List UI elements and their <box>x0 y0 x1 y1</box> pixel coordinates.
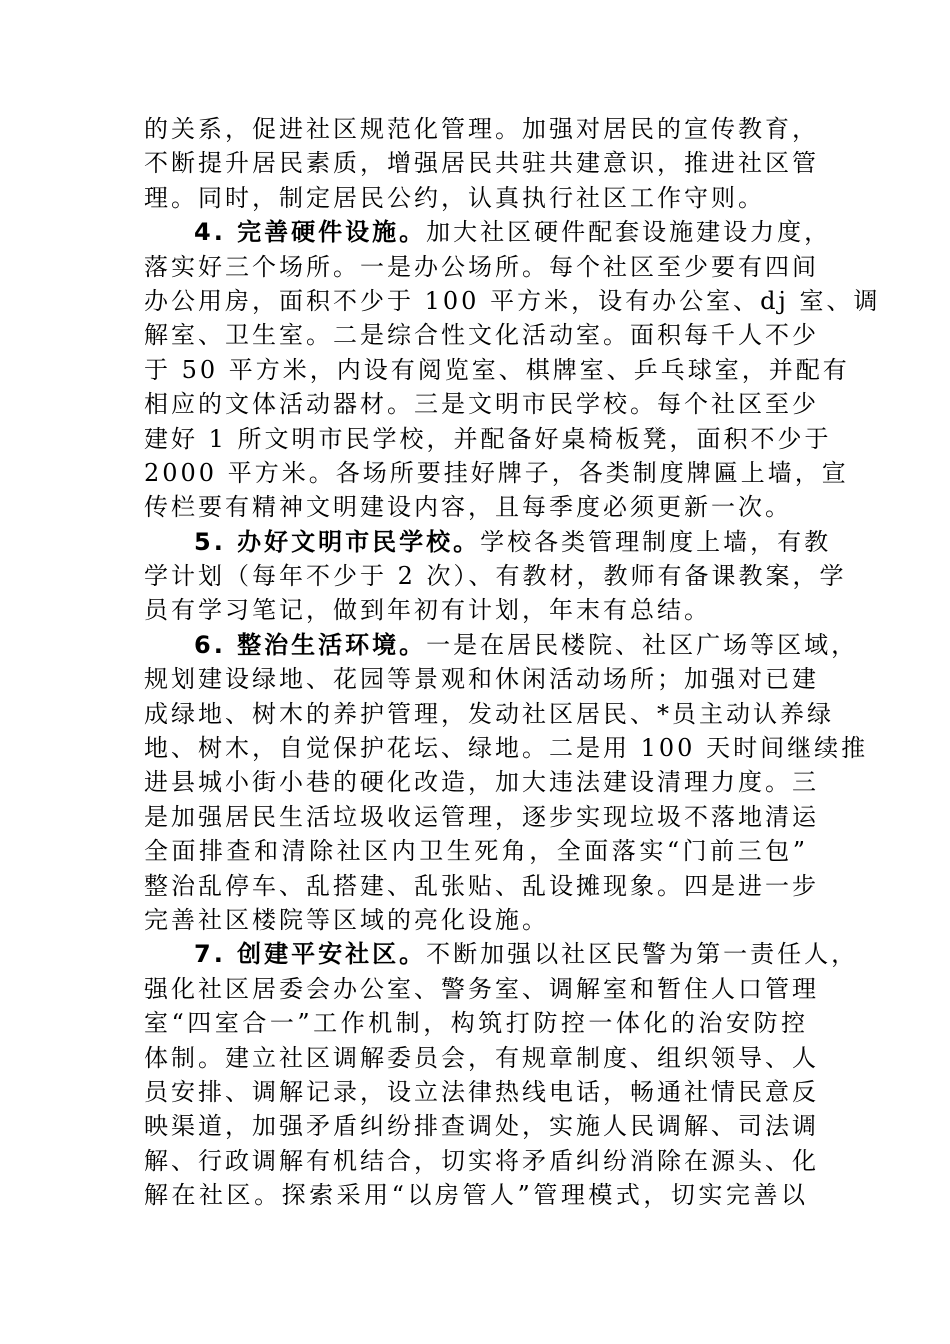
text-line: 是加强居民生活垃圾收运管理，逐步实现垃圾不落地清运 <box>144 802 819 831</box>
text-line: 体制。建立社区调解委员会，有规章制度、组织领导、人 <box>144 1043 819 1072</box>
text-line: 办公用房，面积不少于 100 平方米，设有办公室、dj 室、调 <box>144 286 881 315</box>
paragraph <box>144 937 859 1212</box>
section-heading: 6. 整治生活环境。 <box>194 630 427 659</box>
section-heading: 4. 完善硬件设施。 <box>194 218 427 247</box>
paragraph <box>144 112 819 215</box>
text-line: 落实好三个场所。一是办公场所。每个社区至少要有四间 <box>144 252 819 281</box>
text-line <box>144 215 832 249</box>
text-run: 学校各类管理制度上墙，有教 <box>480 527 832 556</box>
paragraph <box>144 628 869 938</box>
text-line: 相应的文体活动器材。三是文明市民学校。每个社区至少 <box>144 390 819 419</box>
text-line: 的关系，促进社区规范化管理。加强对居民的宣传教育， <box>144 115 819 143</box>
text-line: 解室、卫生室。二是综合性文化活动室。面积每千人不少 <box>144 321 819 350</box>
text-line <box>144 525 832 559</box>
paragraph <box>144 215 881 525</box>
text-line <box>144 628 859 662</box>
section-heading: 5. 办好文明市民学校。 <box>194 527 481 556</box>
text-line: 理。同时，制定居民公约，认真执行社区工作守则。 <box>144 183 765 212</box>
text-line: 建好 1 所文明市民学校，并配备好桌椅板凳，面积不少于 <box>144 424 832 453</box>
text-line: 整治乱停车、乱搭建、乱张贴、乱设摊现象。四是进一步 <box>144 871 819 900</box>
text-line: 成绿地、树木的养护管理，发动社区居民、*员主动认养绿 <box>144 699 834 728</box>
text-line: 解在社区。探索采用“以房管人”管理模式，切实完善以 <box>144 1181 808 1210</box>
text-line: 映渠道，加强矛盾纠纷排查调处，实施人民调解、司法调 <box>144 1112 819 1141</box>
text-line: 完善社区楼院等区域的亮化设施。 <box>144 905 549 934</box>
text-line <box>144 937 859 971</box>
text-line: 于 50 平方米，内设有阅览室、棋牌室、乒乓球室，并配有 <box>144 355 850 384</box>
text-line: 室“四室合一”工作机制，构筑打防控一体化的治安防控 <box>144 1009 808 1038</box>
text-line: 地、树木，自觉保护花坛、绿地。二是用 100 天时间继续推 <box>144 734 869 763</box>
text-line: 员有学习笔记，做到年初有计划，年末有总结。 <box>144 596 711 625</box>
section-heading: 7. 创建平安社区。 <box>194 940 427 969</box>
text-run: 一是在居民楼院、社区广场等区域， <box>426 630 859 659</box>
text-line: 2000 平方米。各场所要挂好牌子，各类制度牌匾上墙，宣 <box>144 458 849 487</box>
paragraph <box>144 525 847 628</box>
text-line: 解、行政调解有机结合，切实将矛盾纠纷消除在源头、化 <box>144 1146 819 1175</box>
text-line: 传栏要有精神文明建设内容，且每季度必须更新一次。 <box>144 493 792 522</box>
text-line: 进县城小街小巷的硬化改造，加大违法建设清理力度。三 <box>144 768 819 797</box>
document-page <box>144 112 881 1213</box>
text-line: 强化社区居委会办公室、警务室、调解室和暂住人口管理 <box>144 974 819 1003</box>
text-run: 加大社区硬件配套设施建设力度， <box>426 218 832 247</box>
text-line: 员安排、调解记录，设立法律热线电话，畅通社情民意反 <box>144 1077 819 1106</box>
text-run: 不断加强以社区民警为第一责任人， <box>426 940 859 969</box>
text-line: 全面排查和清除社区内卫生死角，全面落实“门前三包” <box>144 837 808 866</box>
text-line: 学计划（每年不少于 2 次）、有教材，教师有备课教案，学 <box>144 562 847 591</box>
text-line: 规划建设绿地、花园等景观和休闲活动场所；加强对已建 <box>144 665 819 694</box>
text-line: 不断提升居民素质，增强居民共驻共建意识，推进社区管 <box>144 149 819 178</box>
